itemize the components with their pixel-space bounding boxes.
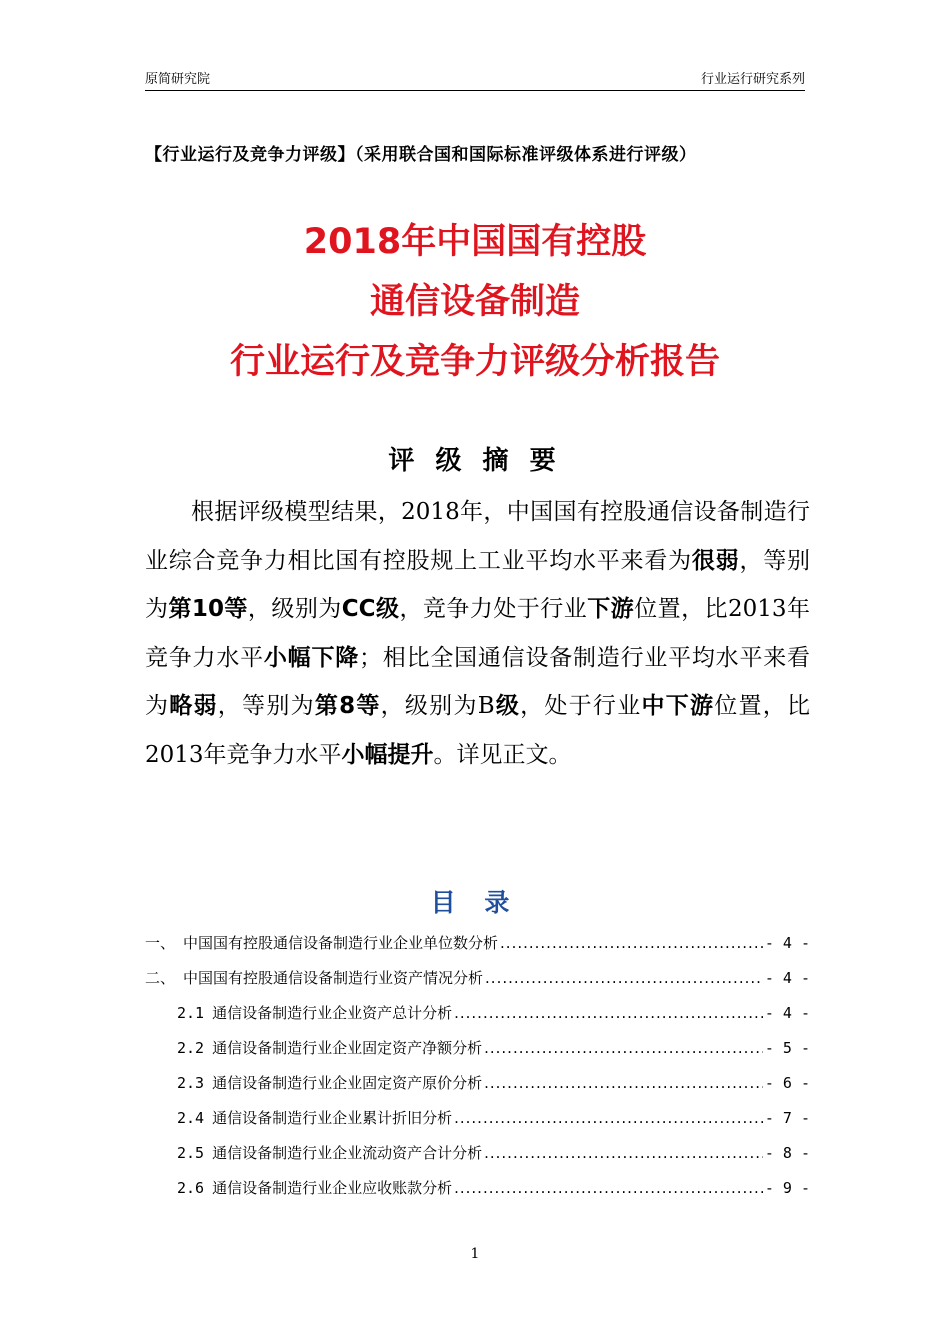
summary-emphasis: 第10等 [168, 596, 248, 622]
toc-leader-dots [484, 1039, 763, 1057]
summary-emphasis: 级 [494, 693, 521, 719]
summary-text: 根据评级模型结果，2018年，中国国有控股通信设备制造行业综合竞争力相比国有控股规上工业平均水平来看为 [145, 499, 810, 574]
toc-entry-label: 通信设备制造行业企业累计折旧分析 [212, 1109, 453, 1127]
summary-emphasis: CC级 [341, 596, 400, 622]
toc-entry-number: 2.4 [177, 1109, 205, 1127]
toc-heading: 目 录 [430, 888, 520, 917]
summary-emphasis: 第8等 [314, 693, 381, 719]
toc-entry-label: 中国国有控股通信设备制造行业资产情况分析 [183, 969, 484, 987]
summary-text: ，竞争力处于行业 [399, 596, 588, 622]
summary-emphasis: 下游 [587, 596, 635, 622]
toc-entry[interactable] [145, 1072, 810, 1107]
toc-entry[interactable] [145, 1107, 810, 1142]
toc-entry-label: 中国国有控股通信设备制造行业企业单位数分析 [183, 934, 499, 952]
toc-leader-dots [484, 1074, 763, 1092]
toc-entry-page: - 4 - [764, 969, 810, 987]
summary-text: ，等别为 [145, 547, 811, 622]
toc-leader-dots [485, 969, 763, 987]
toc-entry[interactable] [145, 1177, 810, 1212]
summary-emphasis: 小幅提升 [341, 741, 434, 768]
report-tagline: 【行业运行及竞争力评级】（采用联合国和国际标准评级体系进行评级） [145, 145, 697, 165]
toc-entry-page: - 7 - [764, 1109, 810, 1127]
toc-entry[interactable] [145, 932, 810, 967]
toc-leader-dots [454, 1179, 763, 1197]
toc-entry[interactable] [145, 1142, 810, 1177]
report-title-line-1: 2018年中国国有控股 [303, 222, 647, 262]
toc-entry-number: 2.2 [177, 1039, 205, 1057]
summary-emphasis: 略弱 [169, 693, 218, 719]
toc-entry-page: - 4 - [764, 934, 810, 952]
toc-entry-label: 通信设备制造行业企业固定资产净额分析 [212, 1039, 483, 1057]
toc-entry-page: - 4 - [764, 1004, 810, 1022]
toc-entry-number: 二、 [145, 969, 176, 987]
summary-emphasis: 小幅下降 [263, 644, 360, 671]
toc-entry-label: 通信设备制造行业企业资产总计分析 [212, 1004, 453, 1022]
toc-entry-page: - 9 - [764, 1179, 810, 1197]
toc-leader-dots [484, 1144, 763, 1162]
toc-entry-label: 通信设备制造行业企业固定资产原价分析 [212, 1074, 483, 1092]
report-title-line-3: 行业运行及竞争力评级分析报告 [229, 342, 720, 382]
toc-leader-dots [454, 1109, 763, 1127]
summary-text: ，等别为 [217, 693, 315, 719]
summary-text: ；相比全国通信设备制造行业平均水平来看为 [145, 644, 811, 719]
report-title-line-2: 通信设备制造 [369, 282, 580, 322]
toc-leader-dots [500, 934, 763, 952]
summary-text: 位置，比2013年竞争力水平 [145, 596, 811, 671]
summary-text: ，级别为 [247, 596, 342, 622]
toc-entry-number: 2.5 [177, 1144, 205, 1162]
summary-text: ，级别为B [380, 693, 495, 719]
summary-text: 。详见正文。 [433, 741, 572, 768]
toc-entry-label: 通信设备制造行业企业应收账款分析 [212, 1179, 453, 1197]
summary-emphasis: 中下游 [641, 693, 715, 719]
toc-entry-number: 一、 [145, 934, 176, 952]
header-org-name: 原简研究院 [145, 72, 211, 87]
summary-body [145, 488, 810, 779]
toc-entry[interactable] [145, 967, 810, 1002]
toc-entry-number: 2.3 [177, 1074, 205, 1092]
summary-paragraph [145, 488, 810, 779]
header-series-name: 行业运行研究系列 [700, 72, 805, 87]
toc-entry-page: - 5 - [764, 1039, 810, 1057]
toc-entry[interactable] [145, 1002, 810, 1037]
toc-entry[interactable] [145, 1037, 810, 1072]
summary-emphasis: 很弱 [691, 547, 740, 574]
summary-text: ，处于行业 [520, 693, 642, 719]
toc-entry-label: 通信设备制造行业企业流动资产合计分析 [212, 1144, 483, 1162]
summary-text: 位置，比2013年竞争力水平 [145, 693, 811, 768]
page-number: 1 [470, 1246, 480, 1262]
toc-entry-number: 2.1 [177, 1004, 205, 1022]
toc-entry-page: - 8 - [764, 1144, 810, 1162]
summary-heading: 评 级 摘 要 [388, 446, 562, 476]
toc-entry-page: - 6 - [764, 1074, 810, 1092]
page-header [145, 66, 805, 91]
toc-entry-number: 2.6 [177, 1179, 205, 1197]
toc-leader-dots [454, 1004, 763, 1022]
table-of-contents [145, 932, 810, 1212]
